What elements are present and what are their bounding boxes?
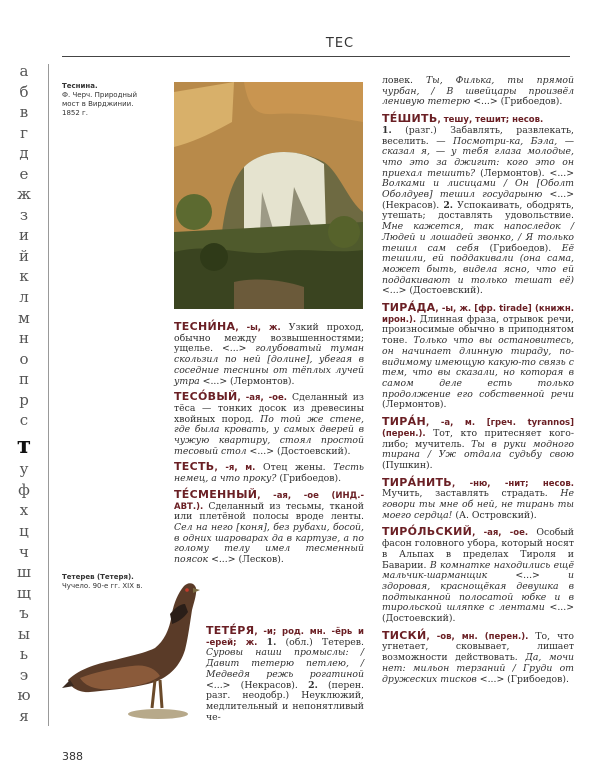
citation: Только что вы остановитесь, он начинает длинную тираду, по-видимому имеющую какую-то связь с тем, что вы сказали, но которая в самом деле есть только продолжение его собственной речи xyxy=(382,335,574,400)
entry-tesnina xyxy=(174,322,364,387)
entry-teterya-continued xyxy=(382,76,574,108)
alphabet-letter: ц xyxy=(19,522,29,541)
definition: Сделанный из тесьмы, тканой или плетёной полосы вроде ленты. xyxy=(174,500,364,523)
source: <...> (Грибоедов). xyxy=(470,96,563,108)
headword: ТИРА́НИТЬ xyxy=(382,475,452,489)
alphabet-letter: х xyxy=(19,501,29,520)
definition: (обл.) Тетерев. xyxy=(276,636,364,648)
source: (Пушкин). xyxy=(382,459,433,471)
entry-tesmenny xyxy=(174,487,364,566)
grammar: , -ы, ж. xyxy=(235,323,281,333)
citation: В комнатке находились ещё мальчик-шарманщик <...> и здоровая, краснощёкая девушка в подтыканной полосатой юбке и в тирольской шляпке с лентами xyxy=(382,559,574,614)
alphabet-letter: ш xyxy=(17,563,31,582)
headword: ТЕСТЬ xyxy=(174,460,215,474)
headword: ТЕТЕ́РЯ xyxy=(206,624,255,637)
caption-title: Теснина. xyxy=(62,82,98,90)
grammar: , -и; род. мн. -ёрь и -ерей; ж. xyxy=(206,627,364,648)
caption-title: Тетерев (Тетеря). xyxy=(62,573,134,581)
sense-number: 1. xyxy=(266,636,277,648)
source: <...> (Некрасов). xyxy=(206,679,309,691)
entry-tirada xyxy=(382,303,574,411)
alphabet-letter-active: т xyxy=(16,431,32,459)
alphabet-letter: щ xyxy=(17,583,31,602)
alphabet-letter: м xyxy=(18,308,30,327)
citation: Посмотри-ка, Бэла, — сказал я, — у тебя глаза молодые, что это за джигит: кого это он приехал тешить? xyxy=(382,135,574,179)
black-grouse-picture xyxy=(60,568,206,722)
headword: ТИРА́Н xyxy=(382,415,426,429)
entry-tiski xyxy=(382,628,574,686)
running-head-title: ТЕС xyxy=(325,36,355,51)
alphabet-index xyxy=(0,64,48,724)
headword: ТЕСО́ВЫЙ xyxy=(174,390,238,404)
alphabet-letter: ы xyxy=(18,624,30,643)
source: <...> (Достоевский). xyxy=(382,285,483,297)
photo-black-grouse xyxy=(60,568,206,722)
alphabet-letter: к xyxy=(19,267,29,286)
alphabet-letter: н xyxy=(19,329,29,348)
citation: Да, мочи нет: мильон терзаний / Груди от дружеских тисков xyxy=(382,652,574,685)
alphabet-letter: с xyxy=(19,411,29,430)
alphabet-letter: з xyxy=(19,205,29,224)
alphabet-letter: о xyxy=(19,349,29,368)
citation: голубоватый туман скользил по ней [долине], убегая в соседние теснины от тёплых лучей утра xyxy=(174,343,364,387)
headword: ТИРА́ДА xyxy=(382,301,436,315)
alphabet-letter: а xyxy=(19,62,29,80)
grammar: , -ая, -ое. xyxy=(472,528,529,539)
grammar: , -ая, -ое (ИНД.-АВТ.). xyxy=(174,490,364,512)
alphabet-letter: э xyxy=(19,665,29,684)
caption-line: Чучело. 90-е гг. XIX в. xyxy=(62,582,143,590)
citation: Не говори ты мне об ней, не тирань ты моего сердца! xyxy=(382,488,574,521)
painting-natural-bridge xyxy=(174,82,363,309)
alphabet-letter: ъ xyxy=(19,604,29,623)
citation: Сел на него [коня], без рубахи, босой, в одних шароварах да в картузе, а по голому телу имел тесменный поясок xyxy=(174,521,364,566)
alphabet-letter: л xyxy=(19,288,29,307)
sense-number: 2. xyxy=(443,199,454,211)
alphabet-letter: в xyxy=(19,103,29,122)
definition: Мучить, заставлять страдать. xyxy=(382,488,561,500)
alphabet-letter: п xyxy=(19,370,29,389)
alphabet-letter: ь xyxy=(19,645,29,664)
citation: Волками и лисицами / Он [Оболт Оболдуев] тешил государыню xyxy=(382,178,574,201)
definition: Отец жены. xyxy=(255,462,334,474)
citation: Тесть немец, а что проку? xyxy=(174,462,364,485)
headword: ТЕ́ШИТЬ xyxy=(382,112,438,126)
entry-teterya xyxy=(206,626,364,723)
entry-teshit xyxy=(382,114,574,297)
source: <...> (Достоевский). xyxy=(382,602,574,625)
definition: (разг.) Забавлять, развлекать, веселить. — xyxy=(382,124,574,147)
caption-line: Ф. Черч. Природный xyxy=(62,91,138,99)
alphabet-letter: и xyxy=(19,226,29,245)
definition: (перен. разг. неодобр.) Неуклюжий, медлительный и непонятливый че- xyxy=(206,679,364,723)
definition: Длинная фраза, отрывок речи, произносимые обычно в приподнятом тоне. xyxy=(382,313,574,347)
definition: ловек. xyxy=(382,75,426,86)
alphabet-letter: д xyxy=(19,144,29,163)
definition: Сделанный из тёса — тонких досок из древесины хвойных пород. xyxy=(174,392,364,425)
running-head-rule xyxy=(62,56,570,57)
alphabet-letter: г xyxy=(20,123,28,142)
entry-tirolsky xyxy=(382,527,574,624)
column-left-bottom xyxy=(206,626,364,731)
grammar: , -ая, -ое. xyxy=(237,393,288,404)
definition: То, что угнетает, сковывает, лишает возможности действовать. xyxy=(382,630,574,664)
alphabet-letter: я xyxy=(19,706,29,725)
sense-number: 2. xyxy=(308,679,318,691)
citation: Ты в руки модного тирана / Уж отдала судьбу свою xyxy=(382,438,574,461)
citation: По той же стене, где была кровать, у самых дверей в чужую квартиру, стоял простой тесовый стол xyxy=(174,413,364,457)
caption-line: 1852 г. xyxy=(62,109,88,117)
alphabet-letter: ч xyxy=(19,542,29,561)
source: (Лермонтов). xyxy=(382,399,447,411)
headword: ТЕ́СМЕННЫЙ xyxy=(174,487,258,501)
source: <...> (Лермонтов). xyxy=(199,375,295,387)
alphabet-letter: б xyxy=(19,82,29,101)
source: <...> (Лесков). xyxy=(208,554,284,566)
grammar: , -а, м. [греч. tyrannos] (перен.). xyxy=(382,418,574,439)
natural-bridge-picture xyxy=(174,82,363,309)
source: (А. Островский). xyxy=(452,509,537,521)
column-left xyxy=(174,322,364,571)
grammar: , тешу, тешит; несов. xyxy=(437,115,544,126)
source: <...> (Некрасов). xyxy=(382,189,574,211)
source: <...> (Достоевский). xyxy=(246,445,351,457)
caption-line: мост в Вирджинии. xyxy=(62,100,134,108)
caption-natural-bridge xyxy=(62,82,167,118)
headword: ТИСКИ́ xyxy=(382,628,427,642)
citation: Ты, Филька, ты прямой чурбан, / В швейцары произвёл ленивую тетерю xyxy=(382,75,574,108)
alphabet-letter: р xyxy=(19,390,29,409)
entry-tiran xyxy=(382,417,574,472)
grammar: , -ню, -нит; несов. xyxy=(451,478,574,489)
definition: Узкий проход, обычно между возвышенностями; ущелье. <...> xyxy=(174,322,364,355)
entry-tiranit xyxy=(382,475,574,522)
alphabet-letter: ю xyxy=(17,686,31,705)
source: <...> (Грибоедов). xyxy=(476,673,569,685)
citation: Её тешили, ей поддакивали (она сама, может быть, видела ясно, что ей поддакивают и только тешат её) xyxy=(382,242,574,286)
alphabet-divider xyxy=(48,64,49,726)
citation: Мне кажется, так напоследок / Людей и лошадей звонко, / Я только тешил сам себя xyxy=(382,221,574,254)
alphabet-letter: е xyxy=(19,164,29,183)
alphabet-letter: у xyxy=(19,460,29,479)
grammar: , -я, м. xyxy=(214,463,256,474)
source: (Грибоедов). xyxy=(478,242,562,254)
headword: ТИРО́ЛЬСКИЙ xyxy=(382,525,473,539)
definition: Тот, кто притесняет кого-либо; мучитель. xyxy=(382,427,574,450)
sense-number: 1. xyxy=(382,124,392,136)
grammar: , -ы, ж. [фр. tirade] (книжн. ирон.). xyxy=(382,304,574,325)
caption-black-grouse xyxy=(62,573,202,591)
grammar: , -ов, мн. (перен.). xyxy=(426,631,529,642)
definition: Особый фасон головного убора, который носят в Альпах в пределах Тироля и Баварии. xyxy=(382,527,574,571)
entry-test xyxy=(174,462,364,484)
alphabet-letter: й xyxy=(19,246,29,265)
alphabet-letter: ж xyxy=(17,185,31,204)
alphabet-letter: ф xyxy=(18,480,30,499)
definition: Успокаивать, ободрять, утешать; доставлять удовольствие. xyxy=(382,199,575,222)
source: (Грибоедов). xyxy=(276,473,342,485)
entry-tesovy xyxy=(174,392,364,457)
headword: ТЕСНИ́НА xyxy=(174,320,236,333)
page-number: 388 xyxy=(62,750,83,763)
column-right xyxy=(382,76,574,693)
source: (Лермонтов). <...> xyxy=(475,167,575,179)
citation: Суровы наши промыслы: / Давит тетерю петлею, / Медведя режь рогатиной xyxy=(206,647,364,680)
